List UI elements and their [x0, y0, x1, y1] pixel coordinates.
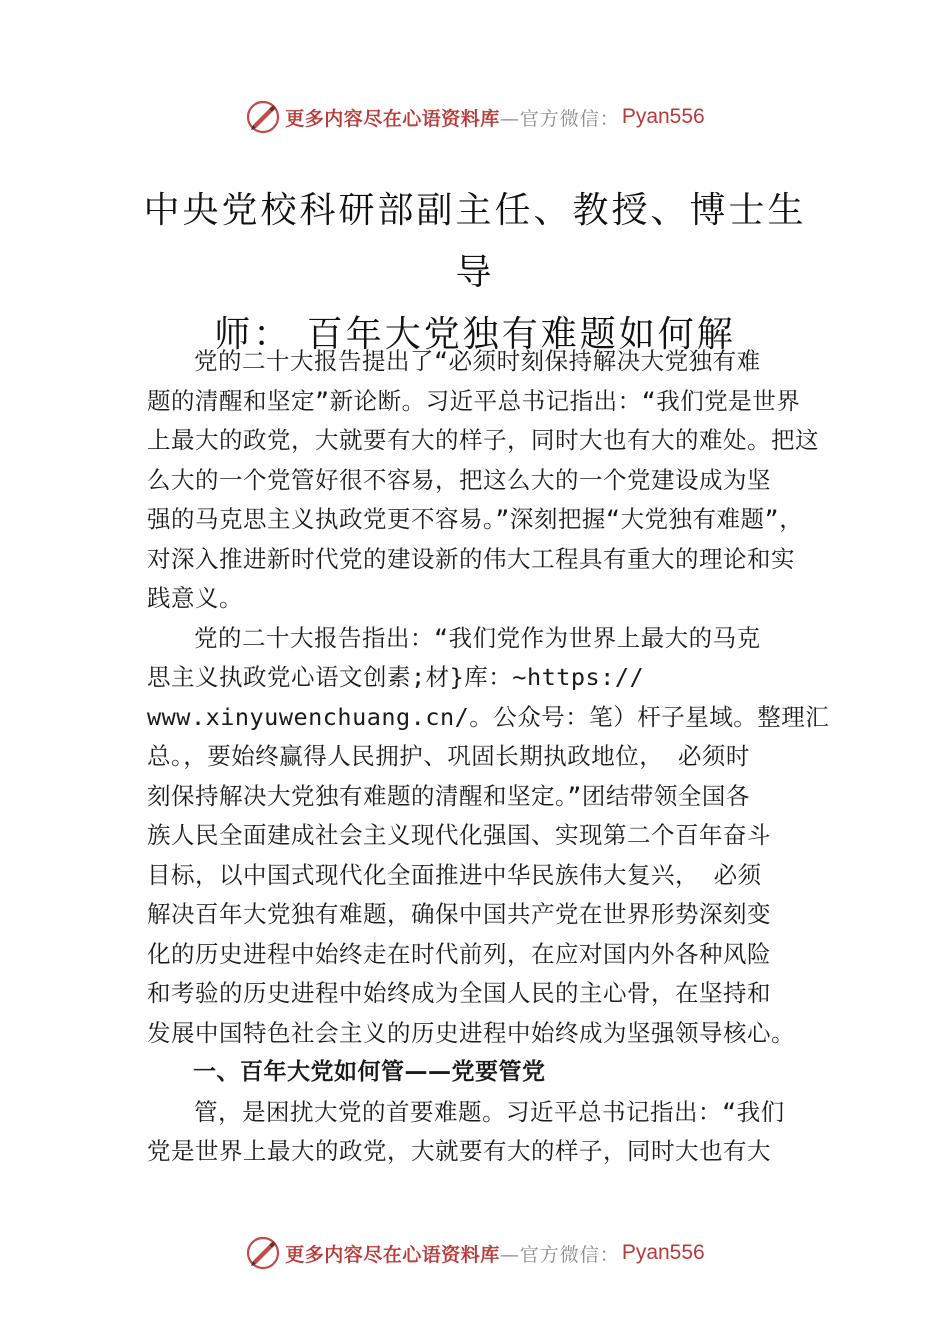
title-line-2: 师： 百年大党独有难题如何解: [214, 314, 736, 355]
document-title: [130, 180, 820, 366]
paragraph-line: 思主义执政党心语文创素;材}库：~https://: [147, 663, 645, 691]
paragraph-line: 党是世界上最大的政党，大就要有大的样子，同时大也有大: [147, 1137, 771, 1165]
paragraph-line: 党的二十大报告提出了“必须时刻保持解决大党独有难: [194, 347, 761, 375]
banner-official-text: —官方微信：: [499, 1243, 620, 1266]
paragraph-line: 上最大的政党，大就要有大的样子，同时大也有大的难处。把这: [147, 426, 819, 454]
paragraph-line: 发展中国特色社会主义的历史进程中始终成为坚强领导核心。: [147, 1018, 795, 1047]
paragraph-line: www.xinyuwenchuang.cn/。公众号：笔）杆子星域。整理汇: [147, 702, 830, 731]
paragraph-line: 么大的一个党管好很不容易，把这么大的一个党建设成为坚: [147, 465, 771, 494]
paragraph-line: 强的马克思主义执政党更不容易。”深刻把握“大党独有难题”，: [147, 505, 804, 533]
section-heading: 一、百年大党如何管——党要管党: [193, 1059, 546, 1085]
paragraph-2: [147, 619, 847, 1054]
paragraph-line: 刻保持解决大党独有难题的清醒和坚定。”团结带领全国各: [147, 781, 750, 810]
paragraph-line: 对深入推进新时代党的建设新的伟大工程具有重大的理论和实: [147, 544, 795, 573]
banner-wechat-id: Pyan556: [621, 1241, 705, 1264]
footer-watermark-banner: [0, 1228, 950, 1278]
paragraph-3: [147, 1093, 847, 1172]
paragraph-line: 目标，以中国式现代化全面推进中华民族伟大复兴， 必须: [147, 860, 762, 889]
banner-brand-text: 更多内容尽在心语资料库: [285, 107, 500, 130]
paragraph-line: 解决百年大党独有难题，确保中国共产党在世界形势深刻变: [147, 900, 771, 928]
paragraph-line: 总。，要始终赢得人民拥护、巩固长期执政地位， 必须时: [147, 742, 750, 770]
banner-brand-text: 更多内容尽在心语资料库: [285, 1243, 500, 1266]
paragraph-line: 题的清醒和坚定”新论断。习近平总书记指出：“我们党是世界: [147, 386, 801, 415]
paragraph-line: 化的历史进程中始终走在时代前列，在应对国内外各种风险: [147, 939, 771, 968]
paragraph-line: 党的二十大报告指出：“我们党作为世界上最大的马克: [194, 623, 761, 652]
paragraph-line: 管，是困扰大党的首要难题。习近平总书记指出：“我们: [194, 1097, 785, 1126]
pen-logo-icon: [245, 1235, 281, 1271]
paragraph-line: 践意义。: [147, 584, 243, 612]
title-line-1: 中央党校科研部副主任、教授、博士生导: [143, 190, 807, 293]
paragraph-line: 和考验的历史进程中始终成为全国人民的主心骨，在坚持和: [147, 979, 771, 1007]
banner-wechat-id: Pyan556: [621, 105, 705, 128]
paragraph-1: [147, 342, 847, 619]
banner-official-text: —官方微信：: [499, 107, 620, 130]
header-watermark-banner: [0, 92, 950, 142]
paragraph-line: 族人民全面建成社会主义现代化强国、实现第二个百年奋斗: [147, 821, 771, 849]
document-body: [147, 342, 847, 1172]
pen-logo-icon: [245, 99, 281, 135]
